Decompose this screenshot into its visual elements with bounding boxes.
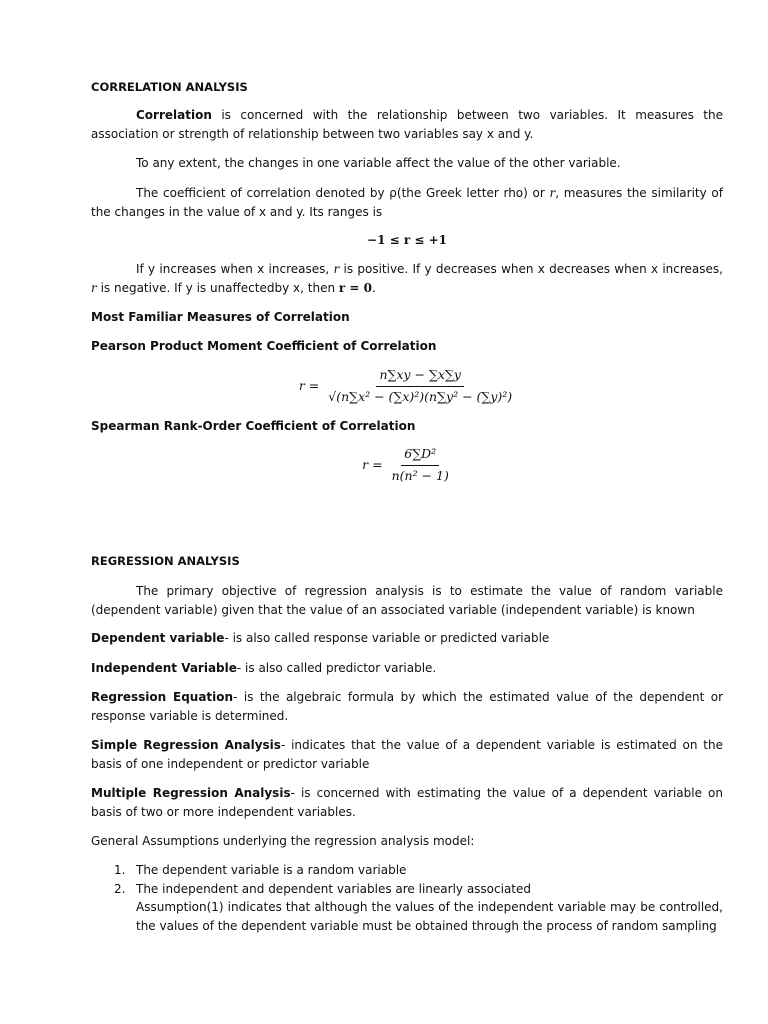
correlation-heading: CORRELATION ANALYSIS [91,80,248,94]
spearman-heading: Spearman Rank-Order Coefficient of Correlation [91,419,416,433]
correlation-range: −1 ≤ r ≤ +1 [367,233,447,247]
pearson-formula [91,366,723,406]
list-number: 1. [114,863,126,877]
pearson-heading: Pearson Product Moment Coefficient of Correlation [91,339,437,353]
list-text: The dependent variable is a random variable [136,863,407,877]
definition-term: Independent Variable [91,661,237,675]
definition-text: - is concerned with estimating the value of a dependent variable on basis of two or more independent variables. [91,786,723,819]
correlation-sign [91,260,723,297]
list-item [91,861,723,880]
sign-r2-symbol: r [91,280,97,295]
correlation-intro-text: is concerned with the relationship between two variables. It measures the association or strength of relationship between two variables say x and y. [91,108,723,141]
pearson-numerator: n∑xy − ∑x∑y [376,366,463,387]
definition-text: - is the algebraic formula by which the estimated value of the dependent or response variable is determined. [91,690,723,723]
definition-term: Regression Equation [91,690,234,704]
definition-independent [91,659,723,678]
spearman-lhs: r = [362,456,383,472]
definition-regression-equation [91,688,723,725]
pearson-fraction [325,366,515,406]
spearman-fraction [389,445,452,485]
list-number: 2. [114,881,126,896]
spearman-formula [91,445,723,485]
definition-term: Simple Regression Analysis [91,738,281,752]
list-text: The independent and dependent variables are linearly associated [136,881,532,896]
spearman-numerator: 6∑D² [401,445,439,466]
definition-simple-regression [91,736,723,773]
pearson-denominator: √(n∑x² − (∑x)²)(n∑y² − (∑y)²) [328,388,513,404]
definition-text: - is also called response variable or predicted variable [224,631,550,645]
regression-objective: The primary objective of regression analysis is to estimate the value of random variable (dependent variable) given that the value of an associated variable (independent variable) is known [91,584,723,617]
correlation-coefficient [91,184,723,221]
definition-term: Dependent variable [91,631,225,645]
regression-heading: REGRESSION ANALYSIS [91,554,240,568]
definition-text: - is also called predictor variable. [236,661,437,675]
definition-dependent [91,629,723,648]
sign-text-a: If y increases when x increases, [136,262,334,276]
assumption-note: Assumption(1) indicates that although the values of the independent variable may be controlled, the values of the dependent variable must be obtained through the process of random sampling [136,900,723,933]
pearson-lhs: r = [298,377,320,393]
coef-text-a: The coefficient of correlation denoted by ρ(the Greek letter rho) or [136,186,550,200]
correlation-extent: To any extent, the changes in one variable affect the value of the other variable. [136,156,621,170]
correlation-intro [91,106,723,143]
definition-text: - indicates that the value of a dependent variable is estimated on the basis of one independent or predictor variable [91,738,723,771]
sign-text-c: is negative. If y is unaffectedby x, then [96,280,339,295]
list-item [91,880,723,899]
sign-text-b: is positive. If y decreases when x decreases when x increases, [339,262,723,276]
coef-r-symbol: r [549,186,556,200]
definition-multiple-regression [91,784,723,821]
assumptions-list [91,861,723,935]
spearman-denominator: n(n² − 1) [391,467,449,483]
sign-text-d: . [371,280,376,295]
definition-term: Multiple Regression Analysis [91,786,291,800]
measures-heading: Most Familiar Measures of Correlation [91,310,350,324]
sign-zero: r = 0 [338,280,372,295]
sign-r1-symbol: r [333,262,340,276]
correlation-term: Correlation [136,108,212,122]
coef-text-b: , measures the similarity of the changes in the value of x and y. Its ranges is [91,186,723,219]
assumptions-intro: General Assumptions underlying the regression analysis model: [91,834,475,848]
